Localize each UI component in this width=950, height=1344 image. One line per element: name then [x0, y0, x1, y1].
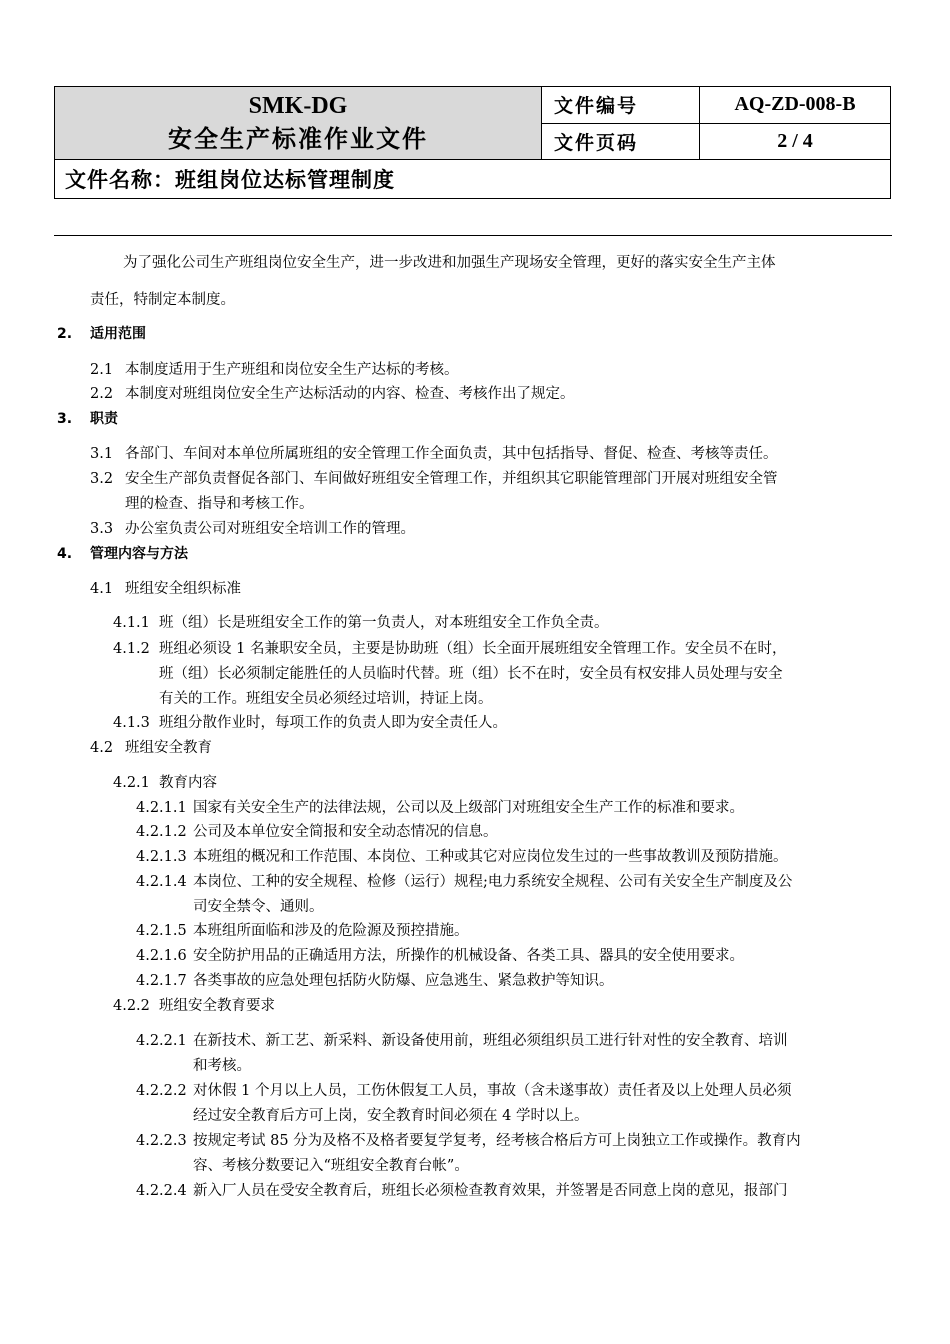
page-number-label: 文件页码 — [542, 123, 700, 160]
clause-3-2-text-2: 理的检查、指导和考核工作。 — [125, 496, 314, 512]
clause-4-1-2-text-1: 班组必须设 1 名兼职安全员，主要是协助班（组）长全面开展班组安全管理工作。安全员不在时， — [159, 641, 787, 657]
company-code: SMK-DG — [248, 93, 348, 119]
clause-4-2-1-5-number: 4.2.1.5 — [136, 923, 187, 939]
clause-4-2-1-2-text: 公司及本单位安全简报和安全动态情况的信息。 — [193, 824, 498, 840]
clause-4-2-1-4-text-1: 本岗位、工种的安全规程、检修（运行）规程;电力系统安全规程、公司有关安全生产制度及公 — [193, 874, 793, 890]
section-4-title: 管理内容与方法 — [90, 546, 188, 562]
clause-4-1-2-text-3: 有关的工作。班组安全员必须经过培训，持证上岗。 — [159, 691, 493, 707]
clause-4-2-2-1-number: 4.2.2.1 — [136, 1033, 187, 1049]
page-number-value: 2 / 4 — [700, 123, 891, 160]
clause-4-2-1-1-number: 4.2.1.1 — [136, 800, 187, 816]
clause-3-1-number: 3.1 — [90, 446, 114, 462]
clause-4-1-1-text: 班（组）长是班组安全工作的第一负责人，对本班组安全工作负全责。 — [159, 615, 609, 631]
clause-4-1-3-number: 4.1.3 — [113, 715, 150, 731]
intro-line-1: 为了强化公司生产班组岗位安全生产，进一步改进和加强生产现场安全管理，更好的落实安全生产主体 — [123, 255, 776, 271]
clause-4-2-2-2-text-1: 对休假 1 个月以上人员，工伤休假复工人员，事故（含未遂事故）责任者及以上处理人员必须 — [193, 1083, 792, 1099]
clause-4-1-1-number: 4.1.1 — [113, 615, 150, 631]
clause-4-2-text: 班组安全教育 — [125, 740, 212, 756]
clause-3-2-number: 3.2 — [90, 471, 114, 487]
clause-4-1-2-number: 4.1.2 — [113, 641, 150, 657]
clause-4-2-1-1-text: 国家有关安全生产的法律法规，公司以及上级部门对班组安全生产工作的标准和要求。 — [193, 800, 744, 816]
intro-line-2: 责任，特制定本制度。 — [90, 292, 235, 308]
clause-4-2-1-text: 教育内容 — [159, 775, 217, 791]
clause-4-2-1-6-text: 安全防护用品的正确适用方法，所操作的机械设备、各类工具、器具的安全使用要求。 — [193, 948, 744, 964]
clause-4-2-1-2-number: 4.2.1.2 — [136, 824, 187, 840]
section-2-title: 适用范围 — [90, 326, 146, 342]
section-4-number: 4. — [57, 546, 73, 562]
clause-4-2-2-4-text-1: 新入厂人员在受安全教育后，班组长必须检查教育效果，并签署是否同意上岗的意见，报部门 — [193, 1183, 788, 1199]
header-title-cell — [55, 87, 542, 160]
clause-4-1-3-text: 班组分散作业时，每项工作的负责人即为安全责任人。 — [159, 715, 507, 731]
clause-4-2-2-2-text-2: 经过安全教育后方可上岗，安全教育时间必须在 4 学时以上。 — [193, 1108, 589, 1124]
clause-3-1-text: 各部门、车间对本单位所属班组的安全管理工作全面负责，其中包括指导、督促、检查、考核等责任。 — [125, 446, 778, 462]
clause-4-2-1-number: 4.2.1 — [113, 775, 150, 791]
clause-3-2-text-1: 安全生产部负责督促各部门、车间做好班组安全管理工作，并组织其它职能管理部门开展对班组安全管 — [125, 471, 778, 487]
clause-2-2-number: 2.2 — [90, 386, 114, 402]
clause-3-3-number: 3.3 — [90, 521, 114, 537]
clause-2-1-text: 本制度适用于生产班组和岗位安全生产达标的考核。 — [125, 362, 459, 378]
clause-4-1-number: 4.1 — [90, 581, 114, 597]
clause-4-1-2-text-2: 班（组）长必须制定能胜任的人员临时代替。班（组）长不在时，安全员有权安排人员处理与安全 — [159, 666, 783, 682]
clause-4-2-2-3-text-2: 容、考核分数要记入“班组安全教育台帐”。 — [193, 1158, 469, 1174]
clause-4-2-2-text: 班组安全教育要求 — [159, 998, 275, 1014]
clause-3-3-text: 办公室负责公司对班组安全培训工作的管理。 — [125, 521, 415, 537]
clause-4-2-1-4-text-2: 司安全禁令、通则。 — [193, 899, 324, 915]
header-divider — [54, 235, 892, 236]
document-name: 文件名称：班组岗位达标管理制度 — [55, 160, 891, 199]
clause-4-2-2-2-number: 4.2.2.2 — [136, 1083, 187, 1099]
clause-2-2-text: 本制度对班组岗位安全生产达标活动的内容、检查、考核作出了规定。 — [125, 386, 575, 402]
clause-4-2-number: 4.2 — [90, 740, 114, 756]
clause-4-2-1-6-number: 4.2.1.6 — [136, 948, 187, 964]
section-3-title: 职责 — [90, 411, 118, 427]
clause-4-2-2-3-number: 4.2.2.3 — [136, 1133, 187, 1149]
clause-4-2-2-number: 4.2.2 — [113, 998, 150, 1014]
section-3-number: 3. — [57, 411, 73, 427]
section-2-number: 2. — [57, 326, 73, 342]
clause-4-2-1-7-text: 各类事故的应急处理包括防火防爆、应急逃生、紧急救护等知识。 — [193, 973, 614, 989]
doc-number-value: AQ-ZD-008-B — [700, 87, 891, 124]
document-type: 安全生产标准作业文件 — [168, 125, 428, 153]
clause-4-2-1-7-number: 4.2.1.7 — [136, 973, 187, 989]
document-header-table — [54, 86, 891, 199]
clause-4-2-1-5-text: 本班组所面临和涉及的危险源及预控措施。 — [193, 923, 469, 939]
clause-4-2-2-3-text-1: 按规定考试 85 分为及格不及格者要复学复考，经考核合格后方可上岗独立工作或操作。教育内 — [193, 1133, 801, 1149]
clause-4-2-1-3-text: 本班组的概况和工作范围、本岗位、工种或其它对应岗位发生过的一些事故教训及预防措施。 — [193, 849, 788, 865]
clause-4-2-2-4-number: 4.2.2.4 — [136, 1183, 187, 1199]
clause-4-2-2-1-text-1: 在新技术、新工艺、新采料、新设备使用前，班组必须组织员工进行针对性的安全教育、培训 — [193, 1033, 788, 1049]
clause-4-2-1-3-number: 4.2.1.3 — [136, 849, 187, 865]
doc-number-label: 文件编号 — [542, 87, 700, 124]
clause-4-2-1-4-number: 4.2.1.4 — [136, 874, 187, 890]
clause-4-2-2-1-text-2: 和考核。 — [193, 1058, 251, 1074]
clause-4-1-text: 班组安全组织标准 — [125, 581, 241, 597]
clause-2-1-number: 2.1 — [90, 362, 114, 378]
